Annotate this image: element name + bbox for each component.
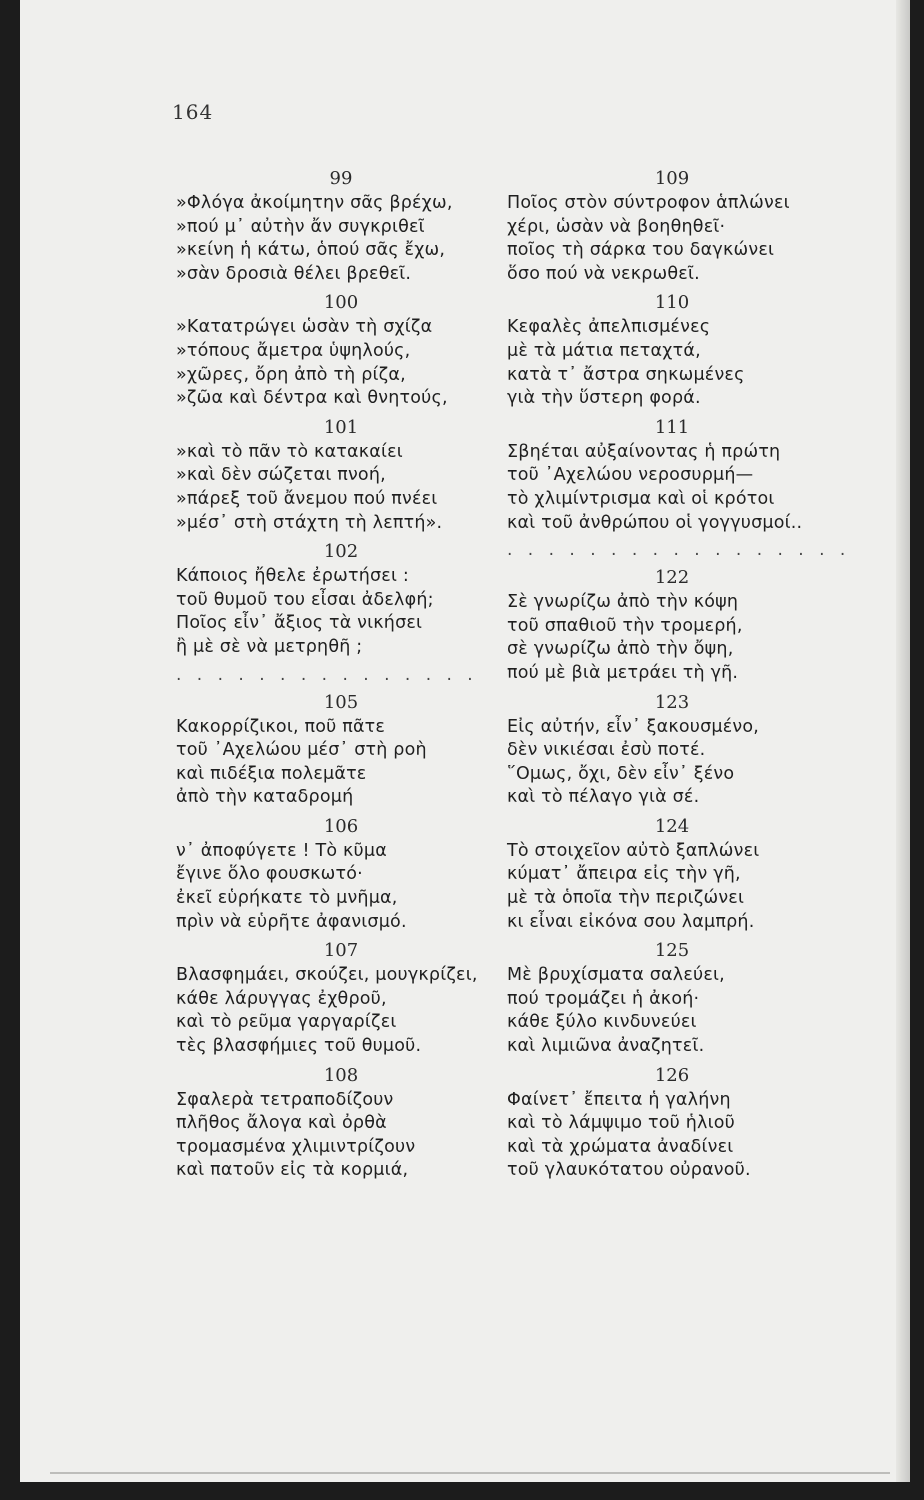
verse-line: κατὰ τ᾿ ἄστρα σηκωμένες: [507, 364, 745, 385]
verse-line: Εἰς αὐτήν, εἶν᾿ ξακουσμένο,: [507, 716, 760, 737]
verse-line: Κεφαλὲς ἀπελπισμένες: [507, 317, 711, 338]
verse-line: Σὲ γνωρίζω ἀπὸ τὴν κόψη: [507, 592, 739, 613]
verse-line: καὶ τοῦ ἀνθρώπου οἱ γογγυσμοί..: [507, 512, 803, 533]
verse-line: πλῆθος ἄλογα καὶ ὀρθὰ: [176, 1113, 387, 1134]
stanza-number: 111: [654, 416, 690, 438]
stanza: [176, 690, 506, 810]
verse-line: ἔγινε ὅλο φουσκωτό·: [176, 864, 363, 885]
right-column: [507, 166, 851, 1187]
stanza: [507, 166, 837, 286]
verse-line: κύματ᾿ ἄπειρα εἰς τὴν γῆ,: [507, 864, 741, 885]
stanza-number: 125: [654, 940, 690, 962]
verse-line: Σφαλερὰ τετραποδίζουν: [176, 1089, 394, 1110]
verse-line: »ζῶα καὶ δέντρα καὶ θνητούς,: [176, 388, 448, 409]
left-column: [176, 166, 506, 1187]
verse-line: τὸ χλιμίντρισμα καὶ οἱ κρότοι: [507, 488, 775, 509]
verse-line: Φαίνετ᾿ ἔπειτα ἡ γαλήνη: [507, 1089, 731, 1110]
verse-line: τοῦ ᾿Αχελώου μέσ᾿ στὴ ροὴ: [176, 740, 427, 761]
verse-line: τὲς βλασφήμιες τοῦ θυμοῦ.: [176, 1036, 422, 1057]
verse-line: Μὲ βρυχίσματα σαλεύει,: [507, 965, 725, 986]
verse-line: καὶ πατοῦν εἰς τὰ κορμιά,: [176, 1160, 409, 1181]
verse-line: »πού μ᾿ αὐτὴν ἄν συγκριθεῖ: [176, 216, 425, 237]
verse-line: Κακορρίζικοι, ποῦ πᾶτε: [176, 716, 386, 737]
verse-line: »σὰν δροσιὰ θέλει βρεθεῖ.: [176, 263, 412, 284]
verse-line: ἢ μὲ σὲ νὰ μετρηθῆ ;: [176, 636, 363, 657]
stanza: [507, 290, 837, 410]
verse-line: μὲ τὰ ὁποῖα τὴν περιζώνει: [507, 888, 745, 909]
verse-line: καὶ λιμιῶνα ἀναζητεῖ.: [507, 1036, 705, 1057]
stanza-number: 110: [654, 292, 690, 314]
verse-line: »μέσ᾿ στὴ στάχτη τὴ λεπτή».: [176, 512, 443, 533]
verse-line: χέρι, ὡσὰν νὰ βοηθηθεῖ·: [507, 216, 726, 237]
stanza: [176, 814, 506, 934]
verse-line: καὶ τὸ λάμψιμο τοῦ ἡλιοῦ: [507, 1113, 735, 1134]
verse-line: πού τρομάζει ἡ ἀκοή·: [507, 988, 700, 1009]
verse-line: ν᾿ ἀποφύγετε ! Τὸ κῦμα: [176, 840, 387, 861]
verse-line: τοῦ γλαυκότατου οὐρανοῦ.: [507, 1160, 751, 1181]
stanza: [176, 166, 506, 286]
stanza-number: 102: [323, 541, 359, 563]
verse-line: πού μὲ βιὰ μετράει τὴ γῆ.: [507, 662, 739, 683]
verse-line: κάθε λάρυγγας ἐχθροῦ,: [176, 988, 387, 1009]
verse-line: »Κατατρώγει ὡσὰν τὴ σχίζα: [176, 317, 433, 338]
verse-line: κάθε ξύλο κινδυνεύει: [507, 1012, 697, 1033]
stanza: [176, 290, 506, 410]
page-number: 164: [172, 100, 214, 124]
verse-line: κι εἶναι εἰκόνα σου λαμπρή.: [507, 911, 755, 932]
verse-line: »χῶρες, ὄρη ἀπὸ τὴ ρίζα,: [176, 364, 406, 385]
verse-line: »πάρεξ τοῦ ἄνεμου πού πνέει: [176, 488, 438, 509]
verse-line: τοῦ σπαθιοῦ τὴν τρομερή,: [507, 615, 743, 636]
stanza: [176, 938, 506, 1058]
verse-line: καὶ τὸ πέλαγο γιὰ σέ.: [507, 787, 700, 808]
verse-line: γιὰ τὴν ὕστερη φορά.: [507, 388, 701, 409]
stanza: [176, 1063, 506, 1183]
verse-line: Ποῖος εἶν᾿ ἄξιος τὰ νικήσει: [176, 613, 423, 634]
verse-line: τρομασμένα χλιμιντρίζουν: [176, 1136, 416, 1157]
stanza-number: 106: [323, 815, 359, 837]
stanza-number: 124: [654, 815, 690, 837]
page-bottom-edge: [50, 1472, 890, 1474]
verse-line: σὲ γνωρίζω ἀπὸ τὴν ὄψη,: [507, 639, 734, 660]
verse-line: πρὶν νὰ εὑρῆτε ἀφανισμό.: [176, 911, 407, 932]
verse-line: δὲν νικιέσαι ἐσὺ ποτέ.: [507, 740, 706, 761]
stanza-number: 109: [654, 168, 690, 189]
stanza-number: 108: [323, 1064, 359, 1086]
verse-line: ποῖος τὴ σάρκα του δαγκώνει: [507, 240, 775, 261]
omission-dots: . . . . . . . . . . . . . . . . .: [507, 540, 851, 561]
verse-line: Τὸ στοιχεῖον αὐτὸ ξαπλώνει: [507, 840, 760, 861]
stanza: [507, 565, 837, 685]
verse-line: Ποῖος στὸν σύντροφον ἁπλώνει: [507, 193, 790, 213]
stanza: [176, 415, 506, 535]
stanza: [507, 1063, 837, 1183]
verse-line: μὲ τὰ μάτια πεταχτά,: [507, 340, 701, 361]
verse-line: ἐκεῖ εὑρήκατε τὸ μνῆμα,: [176, 888, 398, 909]
verse-line: καὶ πιδέξια πολεμᾶτε: [176, 763, 367, 784]
stanza-number: 123: [654, 691, 690, 713]
stanza-number: 99: [329, 168, 353, 189]
verse-line: »καὶ δὲν σώζεται πνοή,: [176, 465, 386, 486]
stanza-number: 126: [654, 1064, 690, 1086]
stanza-number: 107: [323, 940, 359, 962]
verse-line: »τόπους ἄμετρα ὑψηλούς,: [176, 340, 411, 361]
stanza: [176, 539, 506, 659]
verse-line: τοῦ ᾿Αχελώου νεροσυρμή—: [507, 465, 754, 486]
page-fold-shadow: [896, 0, 910, 1482]
verse-line: »καὶ τὸ πᾶν τὸ κατακαίει: [176, 441, 403, 462]
stanza-number: 122: [654, 567, 690, 589]
verse-line: ἀπὸ τὴν καταδρομή: [176, 787, 354, 808]
stanza: [507, 938, 837, 1058]
stanza-number: 105: [323, 691, 359, 713]
verse-line: καὶ τὸ ρεῦμα γαργαρίζει: [176, 1012, 397, 1033]
omission-dots: . . . . . . . . . . . . . . .: [176, 664, 478, 685]
verse-line: Σβηέται αὐξαίνοντας ἡ πρώτη: [507, 441, 781, 462]
stanza-number: 101: [323, 416, 359, 438]
stanza: [507, 415, 837, 535]
verse-line: »Φλόγα ἀκοίμητην σᾶς βρέχω,: [176, 193, 453, 213]
verse-line: τοῦ θυμοῦ του εἶσαι ἀδελφή;: [176, 589, 434, 610]
verse-line: ὅσο πού νὰ νεκρωθεῖ.: [507, 263, 700, 284]
stanza: [507, 814, 837, 934]
verse-line: καὶ τὰ χρώματα ἀναδίνει: [507, 1136, 734, 1157]
verse-line: ῞Ομως, ὄχι, δὲν εἶν᾿ ξένο: [507, 763, 735, 784]
verse-line: Βλασφημάει, σκούζει, μουγκρίζει,: [176, 965, 478, 986]
book-page: [20, 0, 910, 1482]
stanza-number: 100: [323, 292, 359, 314]
verse-line: »κείνη ἡ κάτω, ὁπού σᾶς ἔχω,: [176, 240, 446, 261]
verse-line: Κάποιος ἤθελε ἐρωτήσει :: [176, 566, 409, 587]
stanza: [507, 690, 837, 810]
